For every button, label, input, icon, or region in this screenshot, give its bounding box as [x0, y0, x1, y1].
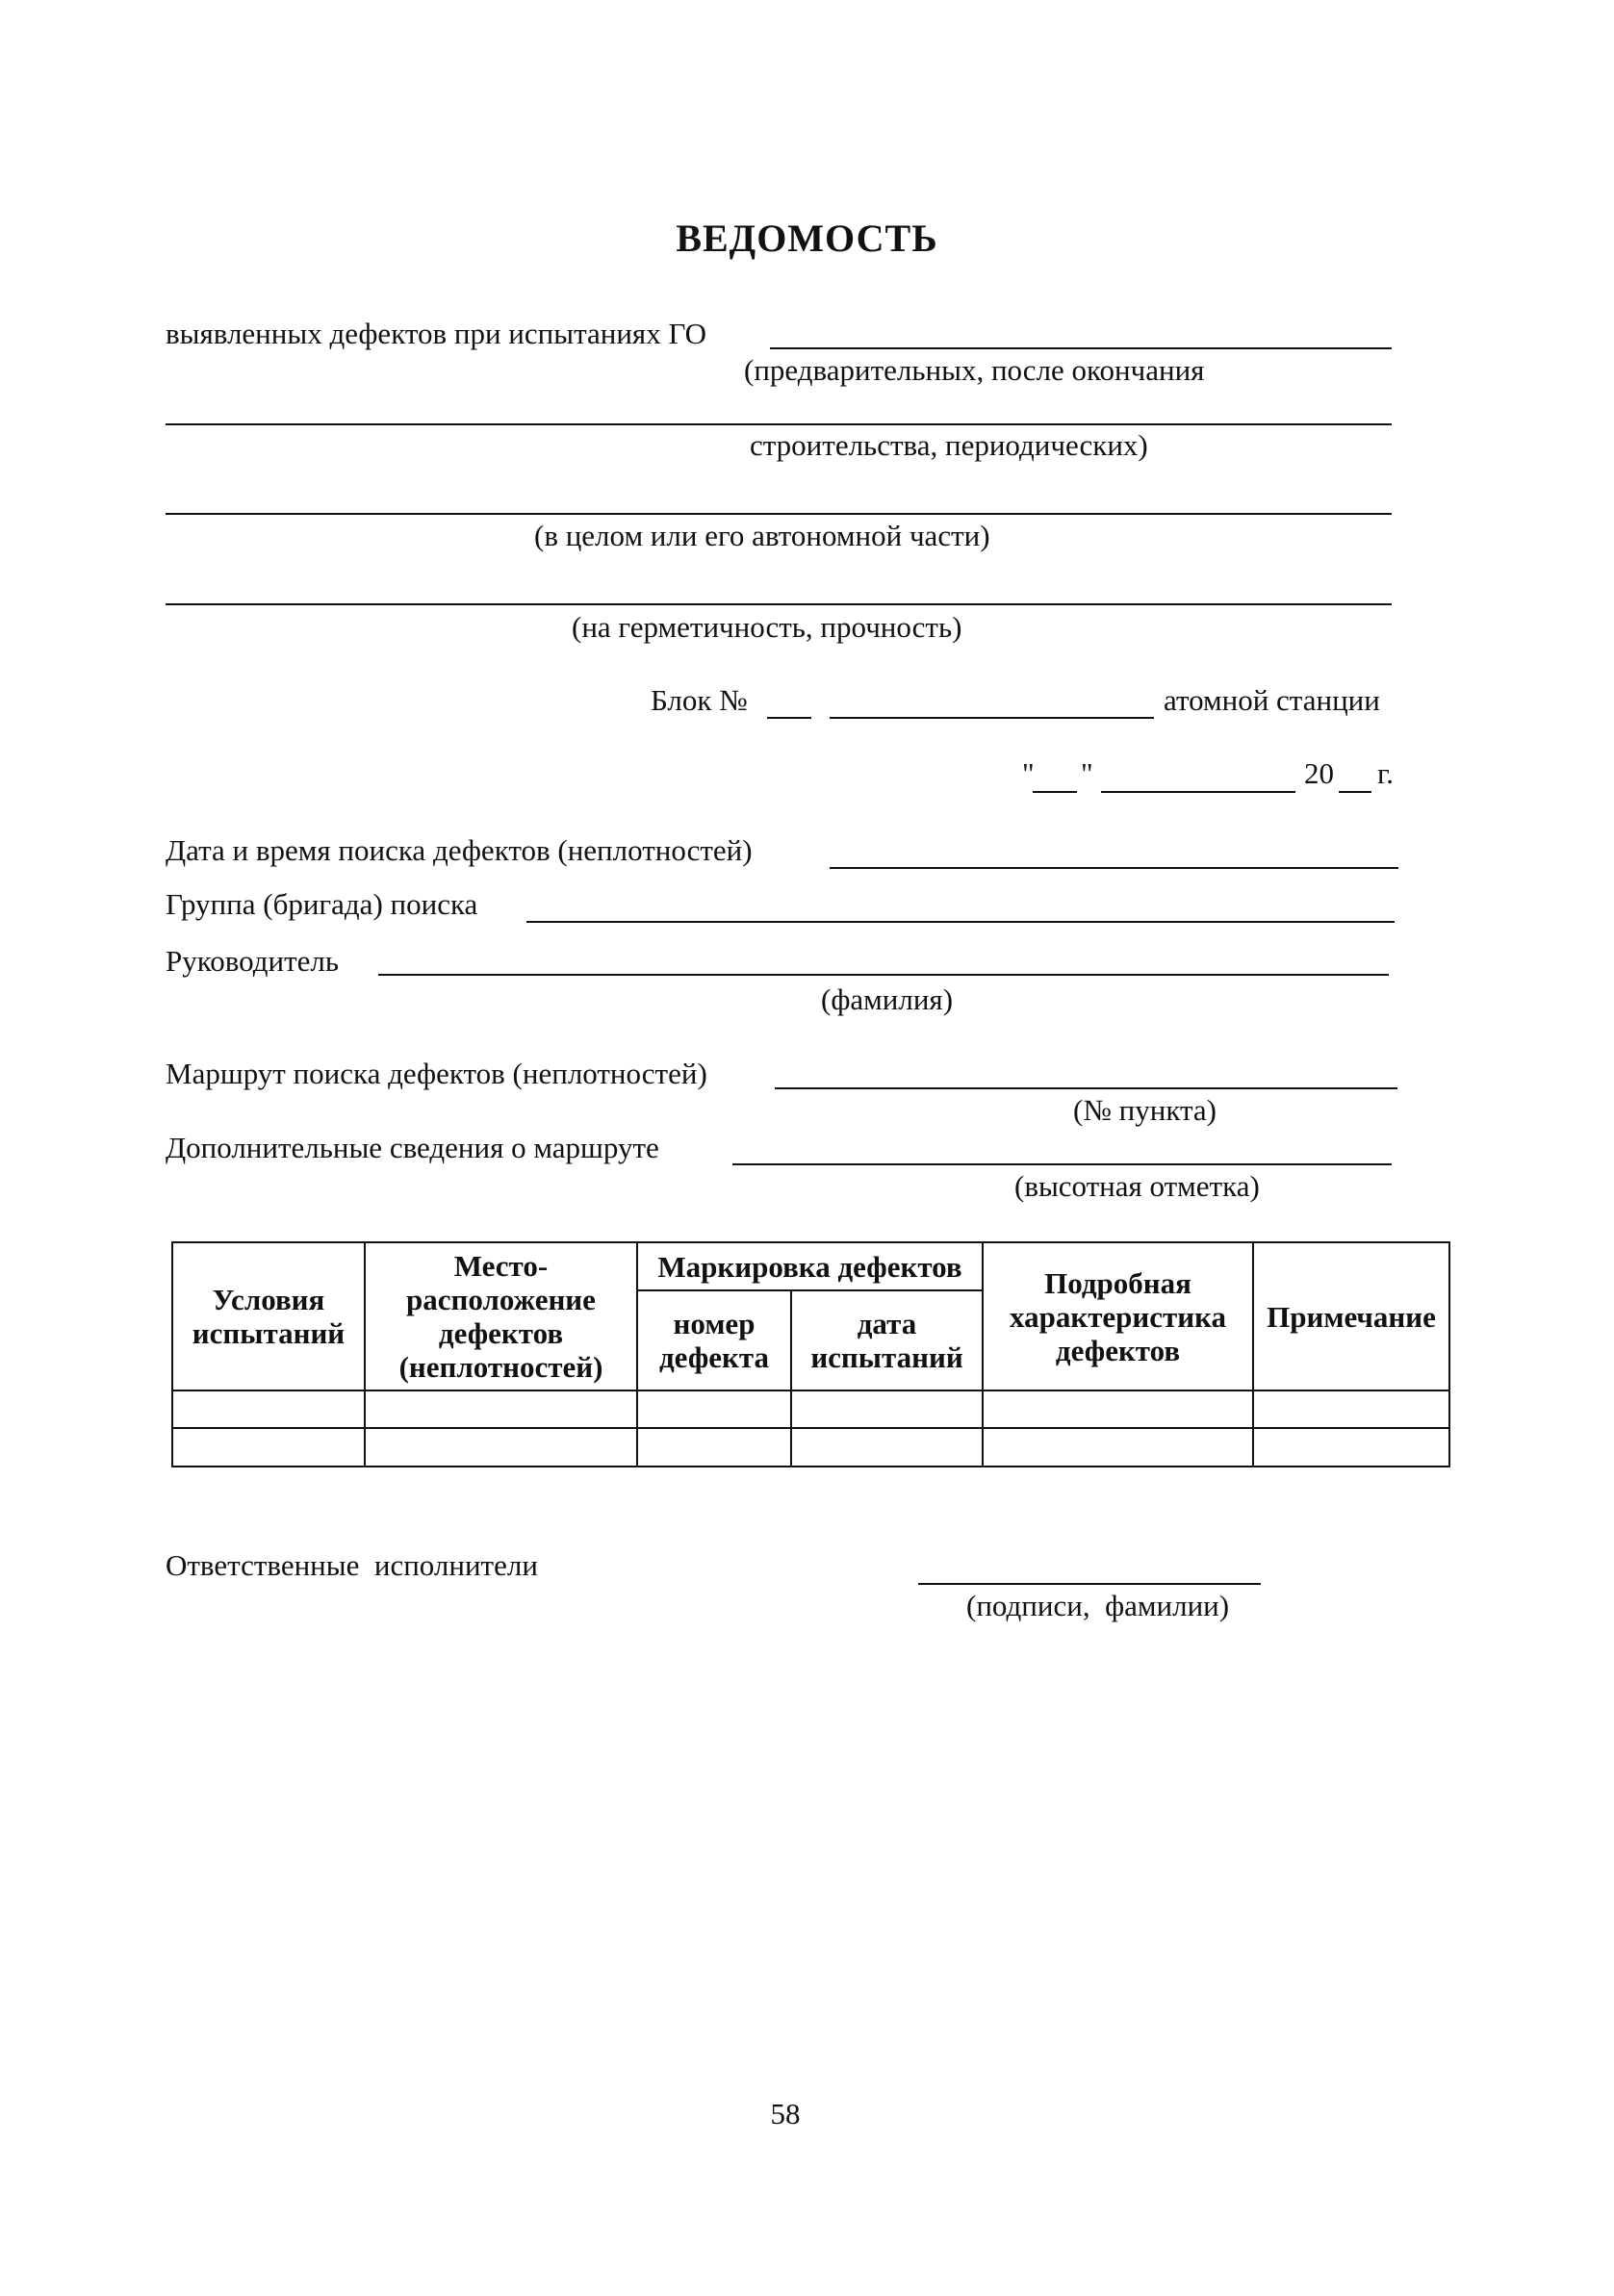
leader-label: Руководитель [166, 944, 340, 978]
document-title: ВЕДОМОСТЬ [676, 217, 938, 260]
table-cell[interactable] [172, 1428, 365, 1467]
signature-line[interactable] [918, 1583, 1261, 1585]
extra-info-label: Дополнительные сведения о маршруте [166, 1131, 659, 1164]
date-quote-close: " [1081, 756, 1093, 790]
station-name-line[interactable] [830, 717, 1154, 719]
test-kind-hint: (на герметичность, прочность) [572, 610, 962, 644]
defects-table [171, 1241, 1450, 1467]
header-defect-number: номер дефекта [637, 1290, 791, 1390]
responsible-label: Ответственные исполнители [166, 1548, 538, 1582]
search-datetime-label: Дата и время поиска дефектов (неплотностей) [166, 833, 753, 867]
test-type-line[interactable] [770, 347, 1392, 349]
signature-hint: (подписи, фамилии) [966, 1589, 1230, 1622]
test-type-line-2[interactable] [166, 423, 1392, 425]
extra-info-line[interactable] [732, 1163, 1392, 1165]
test-type-hint: (предварительных, после окончания [744, 353, 1205, 387]
table-row [172, 1390, 1449, 1428]
date-year-line[interactable] [1339, 791, 1371, 793]
table-cell[interactable] [1253, 1428, 1449, 1467]
leader-hint: (фамилия) [821, 982, 954, 1016]
date-day-line[interactable] [1033, 791, 1077, 793]
header-characteristics: Подробная характеристика дефектов [983, 1242, 1253, 1390]
test-type-hint-2: строительства, периодических) [750, 428, 1148, 462]
header-location: Место-расположение дефектов (неплотностей) [365, 1242, 637, 1390]
table-cell[interactable] [983, 1428, 1253, 1467]
search-group-line[interactable] [526, 921, 1395, 923]
route-line[interactable] [775, 1087, 1397, 1089]
table-cell[interactable] [791, 1390, 983, 1428]
header-test-date: дата испытаний [791, 1290, 983, 1390]
scope-hint: (в целом или его автономной части) [534, 519, 990, 552]
search-datetime-line[interactable] [830, 867, 1398, 869]
table-cell[interactable] [637, 1390, 791, 1428]
route-label: Маршрут поиска дефектов (неплотностей) [166, 1057, 707, 1090]
defects-test-label: выявленных дефектов при испытаниях ГО [166, 317, 706, 350]
table-cell[interactable] [1253, 1390, 1449, 1428]
table-cell[interactable] [365, 1428, 637, 1467]
scope-line[interactable] [166, 513, 1392, 515]
date-month-line[interactable] [1101, 791, 1295, 793]
table-row [172, 1428, 1449, 1467]
test-kind-line[interactable] [166, 603, 1392, 605]
table-cell[interactable] [791, 1428, 983, 1467]
page-number: 58 [770, 2097, 801, 2130]
date-year-prefix: 20 [1304, 756, 1334, 790]
table-cell[interactable] [172, 1390, 365, 1428]
table-cell[interactable] [983, 1390, 1253, 1428]
extra-info-hint: (высотная отметка) [1014, 1169, 1260, 1203]
table-cell[interactable] [365, 1390, 637, 1428]
header-conditions: Условия испытаний [172, 1242, 365, 1390]
block-label: Блок № [651, 683, 748, 717]
leader-line[interactable] [378, 974, 1389, 976]
header-note: Примечание [1253, 1242, 1449, 1390]
route-hint: (№ пункта) [1073, 1093, 1217, 1127]
search-group-label: Группа (бригада) поиска [166, 887, 478, 921]
date-quote-open: " [1022, 756, 1035, 790]
block-number-line[interactable] [767, 717, 811, 719]
table-cell[interactable] [637, 1428, 791, 1467]
header-marking: Маркировка дефектов [637, 1242, 983, 1290]
date-year-suffix: г. [1377, 756, 1394, 790]
station-label: атомной станции [1164, 683, 1380, 717]
